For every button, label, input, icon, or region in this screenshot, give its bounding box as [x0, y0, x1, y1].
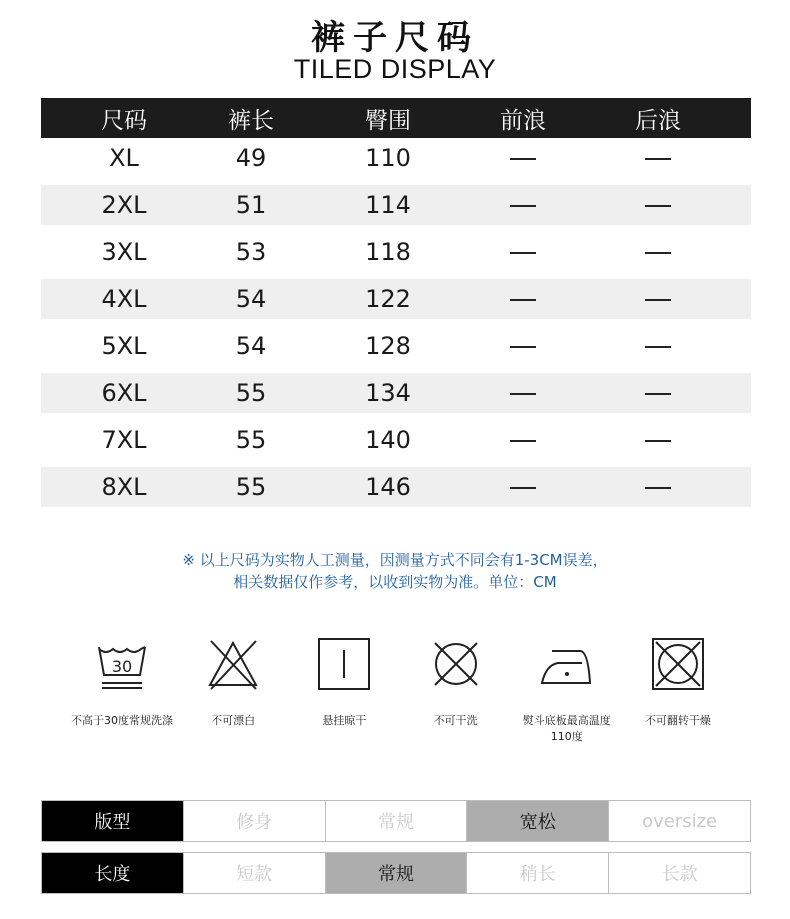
size-table	[41, 98, 751, 507]
front-rise-cell	[481, 426, 565, 454]
size-cell: 4XL	[101, 285, 147, 313]
note-line-1: ※ 以上尺码为实物人工测量，因测量方式不同会有1-3CM误差，	[182, 551, 608, 569]
table-row	[41, 373, 751, 413]
fit-option: 宽松	[466, 801, 608, 841]
no-dry-clean-icon	[429, 637, 483, 691]
hip-cell: 146	[365, 473, 411, 501]
length-option: 常规	[325, 853, 467, 893]
back-rise-cell	[565, 426, 751, 454]
hip-cell: 118	[365, 238, 411, 266]
hip-cell: 128	[365, 332, 411, 360]
care-instructions	[70, 637, 730, 745]
length-selector	[41, 852, 751, 894]
empty-dash	[510, 487, 536, 489]
empty-dash	[510, 346, 536, 348]
front-rise-cell	[481, 379, 565, 407]
page-subtitle: TILED DISPLAY	[293, 54, 497, 84]
care-label: 不高于30度常规洗涤	[71, 714, 173, 727]
front-rise-cell	[481, 191, 565, 219]
length-cell: 49	[235, 144, 267, 172]
size-table-body	[41, 138, 751, 507]
care-label: 不可漂白	[211, 714, 256, 727]
back-rise-cell	[565, 332, 751, 360]
column-header-length: 裤长	[228, 107, 274, 134]
care-item-dry-clean	[404, 637, 508, 745]
hip-cell: 114	[365, 191, 411, 219]
length-option: 短款	[183, 853, 325, 893]
fit-selector	[41, 800, 751, 842]
hip-cell: 110	[365, 144, 411, 172]
length-option: 长款	[608, 853, 750, 893]
front-rise-cell	[481, 144, 565, 172]
length-cell: 54	[235, 285, 267, 313]
table-row	[41, 185, 751, 225]
table-row	[41, 326, 751, 366]
back-rise-cell	[565, 379, 751, 407]
back-rise-cell	[565, 191, 751, 219]
empty-dash	[510, 205, 536, 207]
length-option: 稍长	[466, 853, 608, 893]
empty-dash	[510, 299, 536, 301]
size-cell: 6XL	[101, 379, 147, 407]
size-cell: 2XL	[101, 191, 147, 219]
back-rise-cell	[565, 144, 751, 172]
care-item-bleach	[181, 637, 285, 745]
size-cell: 7XL	[101, 426, 147, 454]
size-cell: 5XL	[101, 332, 147, 360]
table-row	[41, 138, 751, 178]
size-cell: XL	[109, 144, 139, 172]
column-header-back-rise: 后浪	[635, 107, 681, 134]
care-label: 悬挂晾干	[322, 714, 367, 727]
front-rise-cell	[481, 285, 565, 313]
hip-cell: 122	[365, 285, 411, 313]
length-cell: 55	[235, 379, 267, 407]
empty-dash	[645, 299, 671, 301]
empty-dash	[645, 205, 671, 207]
fit-option: 常规	[325, 801, 467, 841]
hip-cell: 134	[365, 379, 411, 407]
empty-dash	[645, 346, 671, 348]
fit-option: 修身	[183, 801, 325, 841]
front-rise-cell	[481, 473, 565, 501]
length-cell: 55	[235, 426, 267, 454]
no-bleach-icon	[206, 637, 260, 691]
empty-dash	[510, 440, 536, 442]
table-row	[41, 467, 751, 507]
care-item-tumble-dry	[626, 637, 730, 745]
back-rise-cell	[565, 473, 751, 501]
empty-dash	[645, 487, 671, 489]
front-rise-cell	[481, 238, 565, 266]
no-tumble-dry-icon	[651, 637, 705, 691]
empty-dash	[510, 158, 536, 160]
empty-dash	[645, 158, 671, 160]
wash-temperature: 30	[111, 657, 133, 676]
length-cell: 55	[235, 473, 267, 501]
size-cell: 3XL	[101, 238, 147, 266]
table-row	[41, 420, 751, 460]
back-rise-cell	[565, 238, 751, 266]
care-item-hang-dry	[292, 637, 396, 745]
fit-label: 版型	[42, 801, 183, 841]
care-label: 不可翻转干燥	[644, 714, 711, 727]
length-cell: 51	[235, 191, 267, 219]
care-label: 熨斗底板最高温度110度	[522, 714, 611, 743]
length-label: 长度	[42, 853, 183, 893]
empty-dash	[510, 252, 536, 254]
size-table-header	[41, 98, 751, 138]
empty-dash	[645, 393, 671, 395]
care-item-wash	[70, 637, 174, 745]
length-cell: 54	[235, 332, 267, 360]
back-rise-cell	[565, 285, 751, 313]
hang-dry-icon	[317, 637, 371, 691]
empty-dash	[645, 252, 671, 254]
empty-dash	[645, 440, 671, 442]
empty-dash	[510, 393, 536, 395]
table-row	[41, 232, 751, 272]
iron-110-icon	[540, 637, 594, 691]
page-title: 裤子尺码	[311, 18, 479, 58]
hip-cell: 140	[365, 426, 411, 454]
care-label: 不可干洗	[433, 714, 478, 727]
care-item-iron	[515, 637, 619, 745]
column-header-hip: 臀围	[365, 107, 411, 134]
length-cell: 53	[235, 238, 267, 266]
front-rise-cell	[481, 332, 565, 360]
note-line-2: 相关数据仅作参考，以收到实物为准。单位：CM	[233, 573, 557, 591]
measurement-note	[0, 549, 790, 593]
fit-option: oversize	[608, 801, 750, 841]
size-cell: 8XL	[101, 473, 147, 501]
table-row	[41, 279, 751, 319]
column-header-front-rise: 前浪	[500, 107, 546, 134]
wash-30-icon	[95, 637, 149, 691]
column-header-size: 尺码	[101, 107, 147, 134]
